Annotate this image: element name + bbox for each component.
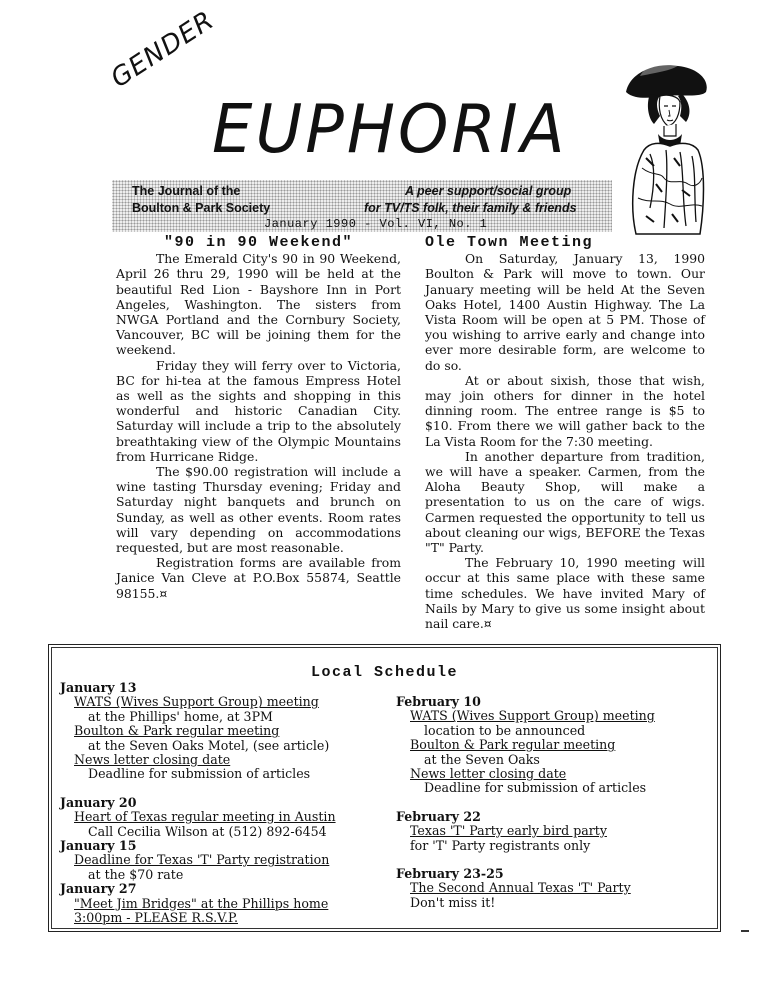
article-paragraph: At or about sixish, those that wish, may join others for dinner in the hotel dinning room. The entree range is $5 to $10. From there we will gather back to the La Vista Room for the 7:30 meeting. bbox=[425, 372, 705, 449]
schedule-event: WATS (Wives Support Group) meeting bbox=[410, 708, 655, 724]
masthead-gender-word: GENDER bbox=[105, 5, 220, 94]
schedule-detail: at the $70 rate bbox=[88, 866, 184, 882]
article-90-in-90-weekend bbox=[116, 235, 401, 601]
schedule-date: February 10 bbox=[396, 694, 481, 709]
schedule-date: February 23-25 bbox=[396, 866, 504, 882]
journal-line-2: Boulton & Park Society bbox=[132, 201, 271, 215]
schedule-detail: at the Seven Oaks bbox=[424, 751, 540, 767]
article-paragraph: The Emerald City's 90 in 90 Weekend, April 26 thru 29, 1990 will be held at the beautiful Red Lion - Bayshore Inn in Port Angeles, Washington. The sisters from NWGA Portland and the Cornbury Society, Vancouver, BC will be joining them for the weekend. bbox=[116, 251, 401, 358]
article-paragraph: Friday they will ferry over to Victoria, BC for hi-tea at the famous Empress Hotel as well as the sights and shopping in this wonderful and historic Canadian City. Saturday will include a trip to the absolutely breathtaking view of the Olympic Mountains from Hurricane Ridge. bbox=[116, 357, 401, 464]
schedule-january-column bbox=[60, 681, 380, 926]
schedule-date: February 22 bbox=[396, 808, 481, 824]
schedule-event: 3:00pm - PLEASE R.S.V.P. bbox=[74, 910, 238, 926]
schedule-date: January 15 bbox=[60, 838, 137, 854]
schedule-spacer bbox=[396, 853, 716, 867]
schedule-detail: Deadline for submission of articles bbox=[88, 766, 311, 782]
schedule-spacer bbox=[60, 782, 380, 796]
schedule-event: Heart of Texas regular meeting in Austin bbox=[74, 809, 336, 825]
schedule-date: January 20 bbox=[60, 794, 137, 810]
schedule-spacer bbox=[396, 796, 716, 810]
article-paragraph: The $90.00 registration will include a wine tasting Thursday evening; Friday and Saturday night banquets and brunch on Sunday, as well as other events. Room rates will vary depending on accommodations requested, but are most reasonable. bbox=[116, 464, 401, 556]
schedule-event: "Meet Jim Bridges" at the Phillips home bbox=[74, 895, 329, 911]
tagline-line-2: for TV/TS folk, their family & friends bbox=[364, 201, 577, 215]
schedule-event: News letter closing date bbox=[410, 766, 567, 782]
victorian-lady-illustration bbox=[620, 58, 712, 236]
schedule-event: Deadline for Texas 'T' Party registration bbox=[74, 852, 330, 868]
page-mark bbox=[741, 930, 749, 932]
article-ole-town-meeting bbox=[425, 235, 705, 631]
schedule-detail: at the Phillips' home, at 3PM bbox=[88, 708, 273, 724]
schedule-detail: Deadline for submission of articles bbox=[424, 780, 647, 796]
tagline-line-1: A peer support/social group bbox=[405, 184, 572, 198]
schedule-event: The Second Annual Texas 'T' Party bbox=[410, 880, 631, 896]
schedule-title: Local Schedule bbox=[310, 664, 459, 681]
article-headline: Ole Town Meeting bbox=[425, 234, 594, 251]
article-paragraph: In another departure from tradition, we will have a speaker. Carmen, from the Aloha Beauty Shop, will make a presentation to us on the care of wigs. Carmen requested the opportunity to tell us about cleaning our wigs, BEFORE the Texas "T" Party. bbox=[425, 448, 705, 556]
schedule-detail: location to be announced bbox=[424, 722, 586, 738]
issue-date: January 1990 - Vol. VI, No. 1 bbox=[264, 217, 488, 231]
schedule-event: Boulton & Park regular meeting bbox=[410, 737, 616, 753]
masthead-title: EUPHORIA bbox=[212, 91, 568, 169]
schedule-event: Boulton & Park regular meeting bbox=[74, 723, 280, 739]
article-paragraph: Registration forms are available from Janice Van Cleve at P.O.Box 55874, Seattle 98155.¤ bbox=[116, 555, 401, 601]
schedule-event-note: Don't miss it! bbox=[410, 894, 496, 910]
schedule-event: Texas 'T' Party early bird party bbox=[410, 823, 607, 839]
schedule-detail: Call Cecilia Wilson at (512) 892-6454 bbox=[88, 823, 327, 839]
schedule-date: January 27 bbox=[60, 881, 137, 897]
schedule-detail: at the Seven Oaks Motel, (see article) bbox=[88, 737, 330, 753]
schedule-event: News letter closing date bbox=[74, 752, 231, 768]
schedule-february-column bbox=[396, 695, 716, 910]
schedule-event-note: for 'T' Party registrants only bbox=[410, 837, 591, 853]
article-paragraph: On Saturday, January 13, 1990 Boulton & Park will move to town. Our January meeting will be held At the Seven Oaks Hotel, 1400 Austin Highway. The La Vista Room will be open at 5 PM. Those of you wishing to arrive early and change into ever more desirable form, are welcome to do so. bbox=[425, 251, 705, 373]
schedule-event: WATS (Wives Support Group) meeting bbox=[74, 694, 319, 710]
schedule-date: January 13 bbox=[60, 680, 137, 695]
article-headline: "90 in 90 Weekend" bbox=[163, 234, 354, 251]
journal-line-1: The Journal of the bbox=[132, 184, 241, 198]
article-paragraph: The February 10, 1990 meeting will occur at this same place with these same time schedules. We have invited Mary of Nails by Mary to give us some insight about nail care.¤ bbox=[425, 555, 705, 632]
